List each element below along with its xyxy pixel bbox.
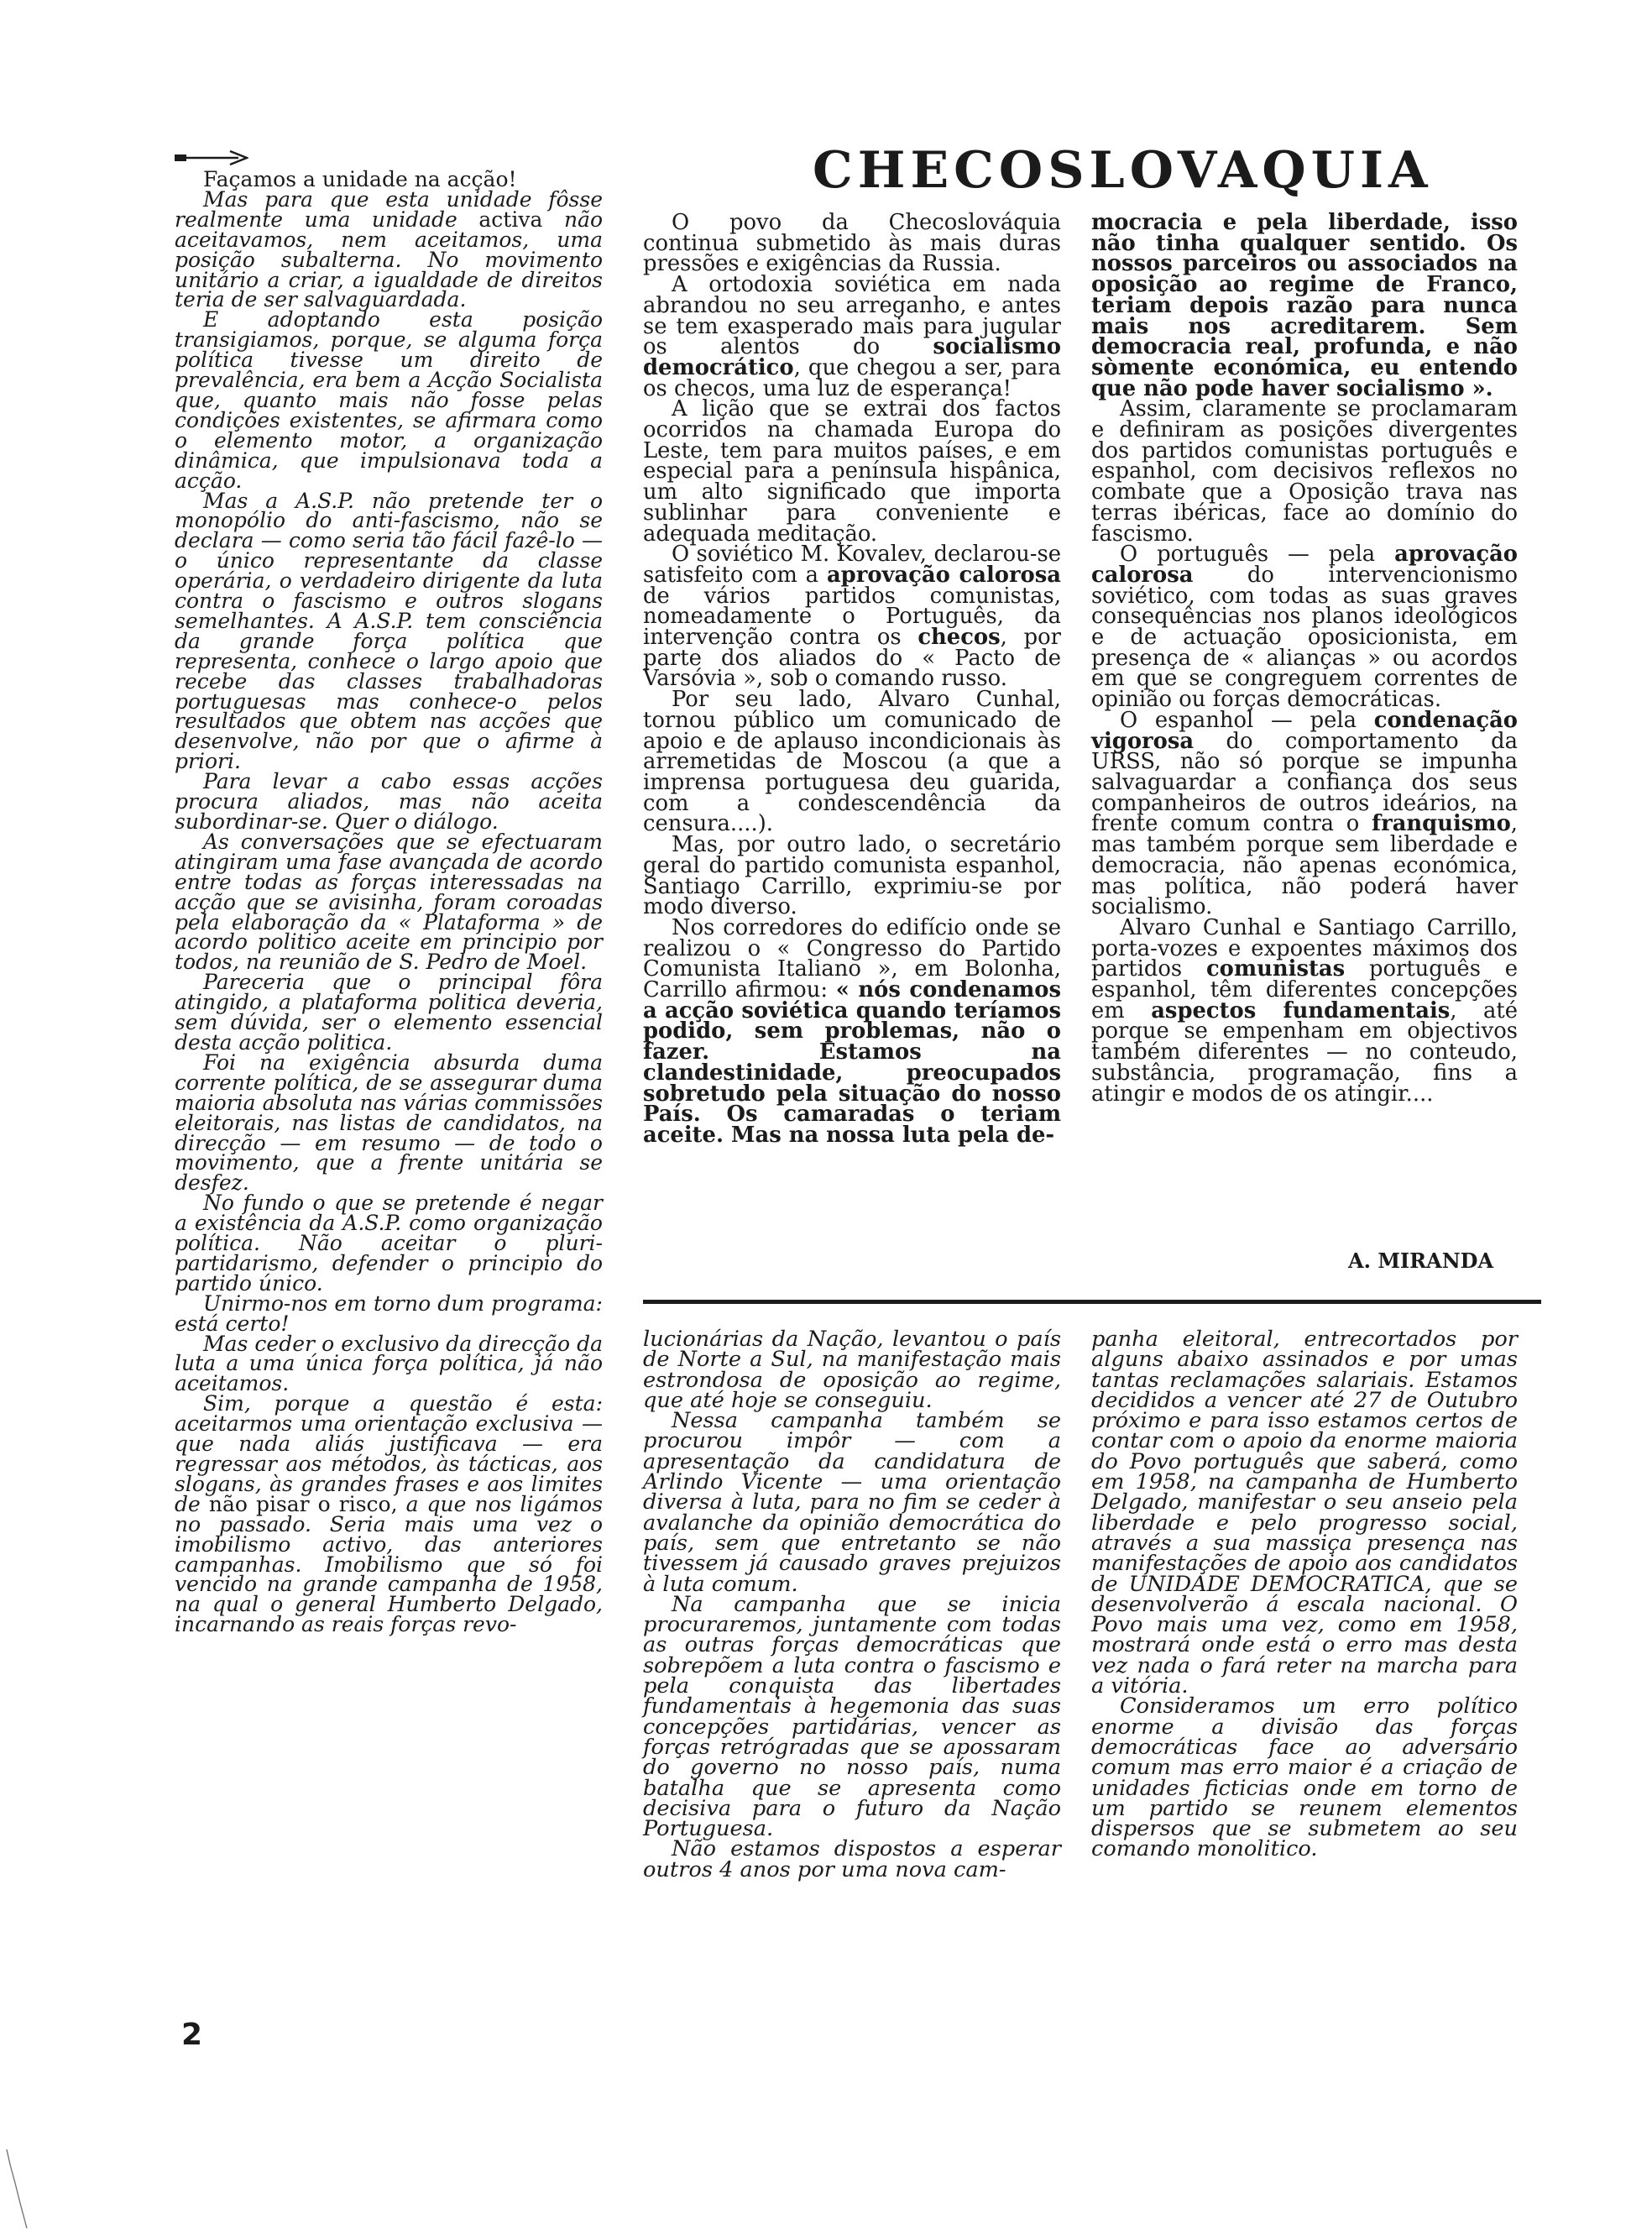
article-paragraph [1091,914,1519,1107]
text-run: « nós condenamos a acção soviética quando teríamos podido, sem problemas, não o fazer. Estamos na clandestinidade, preocupados sobretudo pela situação do nosso País. Os camaradas o teriam aceite. Mas na nossa luta pela de- [643,977,1061,1148]
left-paragraph [175,972,603,1053]
text-run: Unirmo-nos em torno dum programa: está certo! [175,1290,603,1336]
article-paragraph [1091,396,1518,547]
article-paragraph [643,272,1061,401]
article-paragraph [643,689,1061,835]
text-run: socialismo democrático [643,334,1061,380]
article-paragraph [1091,707,1518,920]
article-column-1 [643,212,1061,1146]
left-paragraph [175,1050,603,1196]
lower-right-column [1091,1329,1518,1860]
text-run: aspectos fundamentais [1151,997,1451,1023]
text-run: A ortodoxia soviética em nada abrandou no seu arreganho, e antes se tem exasperado mais para jugular os alentos do [643,272,1061,360]
text-run: Nessa campanha também se procurou impôr — com a apresentação da candidatura de Arlindo Vicente — uma orientação diversa à luta, para no fim se ceder à avalanche da opinião democrática do país, sem que entretanto se não tivessem já causado graves prejuizos à luta comum. [643,1408,1061,1597]
text-run: Nos corredores do edifício onde se realizou o « Congresso do Partido Comunista Italiano », em Bolonha, Carrillo afirmou: [643,914,1061,1003]
lower-paragraph [1091,1327,1518,1699]
text-run: Por seu lado, Alvaro Cunhal, tornou público um comunicado de apoio e de aplauso incondicionais às arremetidas de Moscou (a que a imprensa portuguesa deu guarida, com a condescendência da censura....). [643,687,1061,837]
text-run: de vários partidos comunistas, nomeadamente o Português, da intervenção contra os [643,583,1061,651]
left-paragraph [175,829,603,975]
text-run: Assim, claramente se proclamaram e definiram as posições divergentes dos partidos comunistas português e espanhol, com decisivos reflexos no combate que a Oposição trava nas terras ibéricas, face ao domínio do fascismo. [1091,396,1518,547]
text-run: O soviético M. Kovalev, declarou-se satisfeito com a [643,542,1061,588]
lower-paragraph [643,1591,1061,1842]
text-run: A lição que se extrai dos factos ocorridos na chamada Europa do Leste, tem para muitos países, e em especial para a península hispânica, um alto significado que importa sublinhar para conveniente e adequada meditação. [643,396,1061,547]
page-edge-mark [5,2149,39,2230]
text-run: O povo da Checoslováquia continua submetido às mais duras pressões e exigências da Russia. [643,210,1061,277]
text-run: O espanhol — pela [1120,707,1374,733]
article-paragraph [1091,212,1518,399]
text-run: lucionárias da Nação, levantou o país de Norte a Sul, na manifestação mais estrondosa de oposição ao regime, que até hoje se conseguiu. [643,1327,1061,1413]
text-run: checos [917,625,1001,651]
left-paragraph [175,186,603,312]
article-signature: A. MIRANDA [1348,1248,1494,1273]
article-paragraph [643,396,1061,547]
text-run: O português — pela [1120,542,1395,568]
article-paragraph [643,832,1061,920]
left-paragraph [175,1290,603,1336]
text-run: condenação vigorosa [1091,707,1518,754]
text-run: Pareceria que o principal fôra atingido, a plataforma politica deveria, sem dúvida, ser o elemento essencial desta acção politica. [175,970,603,1055]
text-run: Consideramos um erro político enorme a divisão das forças democráticas face ao adversário comum mas erro maior é a criação de unidades ficticias onde em torno de um partido se reunem elementos dispersos que se submetem ao seu comando monolitico. [1091,1693,1518,1862]
text-run: a que nos ligámos no passado. Seria mais uma vez o imobilismo activo, das anteriores campanhas. Imobilismo que só foi vencido na grande campanha de 1958, na qual o general Humberto Delgado, incarnando as reais forças revo- [175,1491,603,1637]
text-run: Mas ceder o exclusivo da direcção da luta a uma única força política, já não aceitamos. [175,1331,603,1396]
page-number: 2 [181,2018,203,2052]
article-paragraph [643,212,1061,275]
lower-paragraph [1091,1693,1518,1862]
text-run: Para levar a cabo essas acções procura aliados, mas não aceita subordinar-se. Quer o diálogo. [175,769,603,834]
text-run: do intervencionismo soviético, com todas as suas graves consequências nos planos ideológicos e de actuação oposicionista, em presença de « alianças » ou acordos em que se congreguem correntes de opinião ou forças democráticas. [1091,562,1518,713]
left-paragraph [175,769,603,834]
left-paragraph [175,488,603,774]
text-run: não aceitavamos, nem aceitamos, uma posição subalterna. No movimento unitário a criar, a igualdade de direitos teria de ser salvaguardada. [175,207,603,312]
text-run: Alvaro Cunhal e Santiago Carrillo, porta-vozes e expoentes máximos dos partidos [1091,914,1518,982]
section-divider [643,1300,1541,1304]
article-paragraph [643,542,1061,692]
left-paragraph [175,1331,603,1396]
lower-paragraph [643,1408,1061,1597]
text-run: Façamos a unidade na acção! [203,167,517,191]
text-run: Mas, por outro lado, o secretário geral do partido comunista espanhol, Santiago Carrillo, exprimiu-se por modo diverso. [643,832,1061,920]
text-run: do comportamento da URSS, não só porque se impunha salvaguardar a confiança dos seus companheiros de outros ideários, na frente comum contra o [1091,728,1518,837]
text-run: No fundo o que se pretende é negar a existência da A.S.P. como organização política. Não aceitar o pluri-partidarismo, defender o principio do partido único. [175,1191,603,1296]
lower-paragraph [643,1329,1061,1411]
left-paragraph [175,1193,603,1294]
left-column [175,167,603,1637]
article-paragraph [1091,542,1518,713]
text-run: aprovação calorosa [1091,542,1518,588]
text-run: português e espanhol, têm diferentes concepções em [1091,956,1518,1023]
text-run: E adoptando esta posição transigiamos, porque, se alguma força política tivesse um direito de prevalência, era bem a Acção Socialista que, quanto mais não fosse pelas condições existentes, se afirmara como o elemento motor, a organização dinâmica, que impulsionava toda a acção. [175,307,603,493]
article-title: CHECOSLOVAQUIA [813,141,1433,200]
article-paragraph [643,914,1061,1148]
text-run: As conversações que se efectuaram atingiram uma fase avançada de acordo entre todas as forças interessadas na acção que se avisinha, foram coroadas pela elaboração da « Plataforma » de acordo politico aceite em principio por todos, na reunião de S. Pedro de Moel. [175,829,603,975]
text-run: não pisar o risco, [208,1491,406,1516]
continuation-arrow-icon [175,149,248,166]
left-paragraph [175,307,603,493]
text-run: activa [478,207,564,232]
text-run: panha eleitoral, entrecortados por alguns abaixo assinados e por umas tantas reclamações salariais. Estamos decididos a vencer até 27 de Outubro próximo e para isso estamos certos de contar com o apoio da enorme maioria do Povo português que saberá, como em 1958, na campanha de Humberto Delgado, manifestar o seu anseio pela liberdade e pelo progresso social, através a sua massiça presença nas manifestações de apoio aos candidatos de UNIDADE DEMOCRATICA, que se desenvolverão á escala nacional. O Povo mais uma vez, como em 1958, mostrará onde está o erro mas desta vez nada o fará reter na marcha para a vitória. [1091,1327,1518,1699]
text-run: Mas para que esta unidade fôsse realmente uma unidade [175,186,603,232]
text-run: Mas a A.S.P. não pretende ter o monopólio do anti-fascismo, não se declara — como seria tão fácil fazê-lo — o único representante da classe operária, o verdadeiro dirigente da luta contra o fascismo e outros slogans semelhantes. A A.S.P. tem consciência da grande força política que representa, conhece o largo apoio que recebe das classes trabalhadoras portuguesas mas conhece-o pelos resultados que obtem nas acções que desenvolve, não por que o afirme à priori. [175,488,603,774]
text-run: , que chegou a ser, para os checos, uma luz de esperança! [643,354,1061,401]
text-run: aprovação calorosa [826,562,1061,588]
left-paragraph [175,1391,603,1637]
lower-paragraph [643,1836,1061,1882]
text-run: Não estamos dispostos a esperar outros 4 anos por uma nova cam- [643,1836,1061,1882]
article-column-2 [1091,210,1519,1107]
text-run: franquismo [1372,811,1511,837]
text-run: , até porque se empenham em objectivos também diferentes — no conteudo, substância, programação, fins a atingir e modos de os atingir.... [1091,997,1519,1107]
text-run: , mas também porque sem liberdade e democracia, não apenas económica, mas política, não poderá haver socialismo. [1091,811,1518,920]
text-run: , por parte dos aliados do « Pacto de Varsóvia », sob o comando russo. [643,625,1061,692]
text-run: mocracia e pela liberdade, isso não tinha qualquer sentido. Os nossos parceiros ou associados na oposição ao regime de Franco, teriam depois razão para nunca mais nos acreditarem. Sem democracia real, profunda, e não sòmente económica, eu entendo que não pode haver socialismo ». [1091,210,1518,401]
lower-middle-column [643,1329,1061,1880]
text-run: comunistas [1205,956,1346,982]
text-run: Sim, porque a questão é esta: aceitarmos uma orientação exclusiva — que nada aliás justificava — era regressar aos métodos, às tácticas, aos slogans, às grandes frases e aos limites de [175,1391,603,1516]
text-run: Na campanha que se inicia procuraremos, juntamente com todas as outras forças democráticas que sobrepõem a luta contra o fascismo e pela conquista das libertades fundamentais à hegemonia das suas concepções partidárias, vencer as forças retrógradas que se apossaram do governo no nosso país, numa batalha que se apresenta como decisiva para o futuro da Nação Portuguesa. [643,1591,1061,1842]
text-run: Foi na exigência absurda duma corrente política, de se assegurar duma maioria absoluta nas várias commissões eleitorais, nas listas de candidatos, na direcção — em resumo — de todo o movimento, que a frente unitária se desfez. [175,1050,603,1196]
